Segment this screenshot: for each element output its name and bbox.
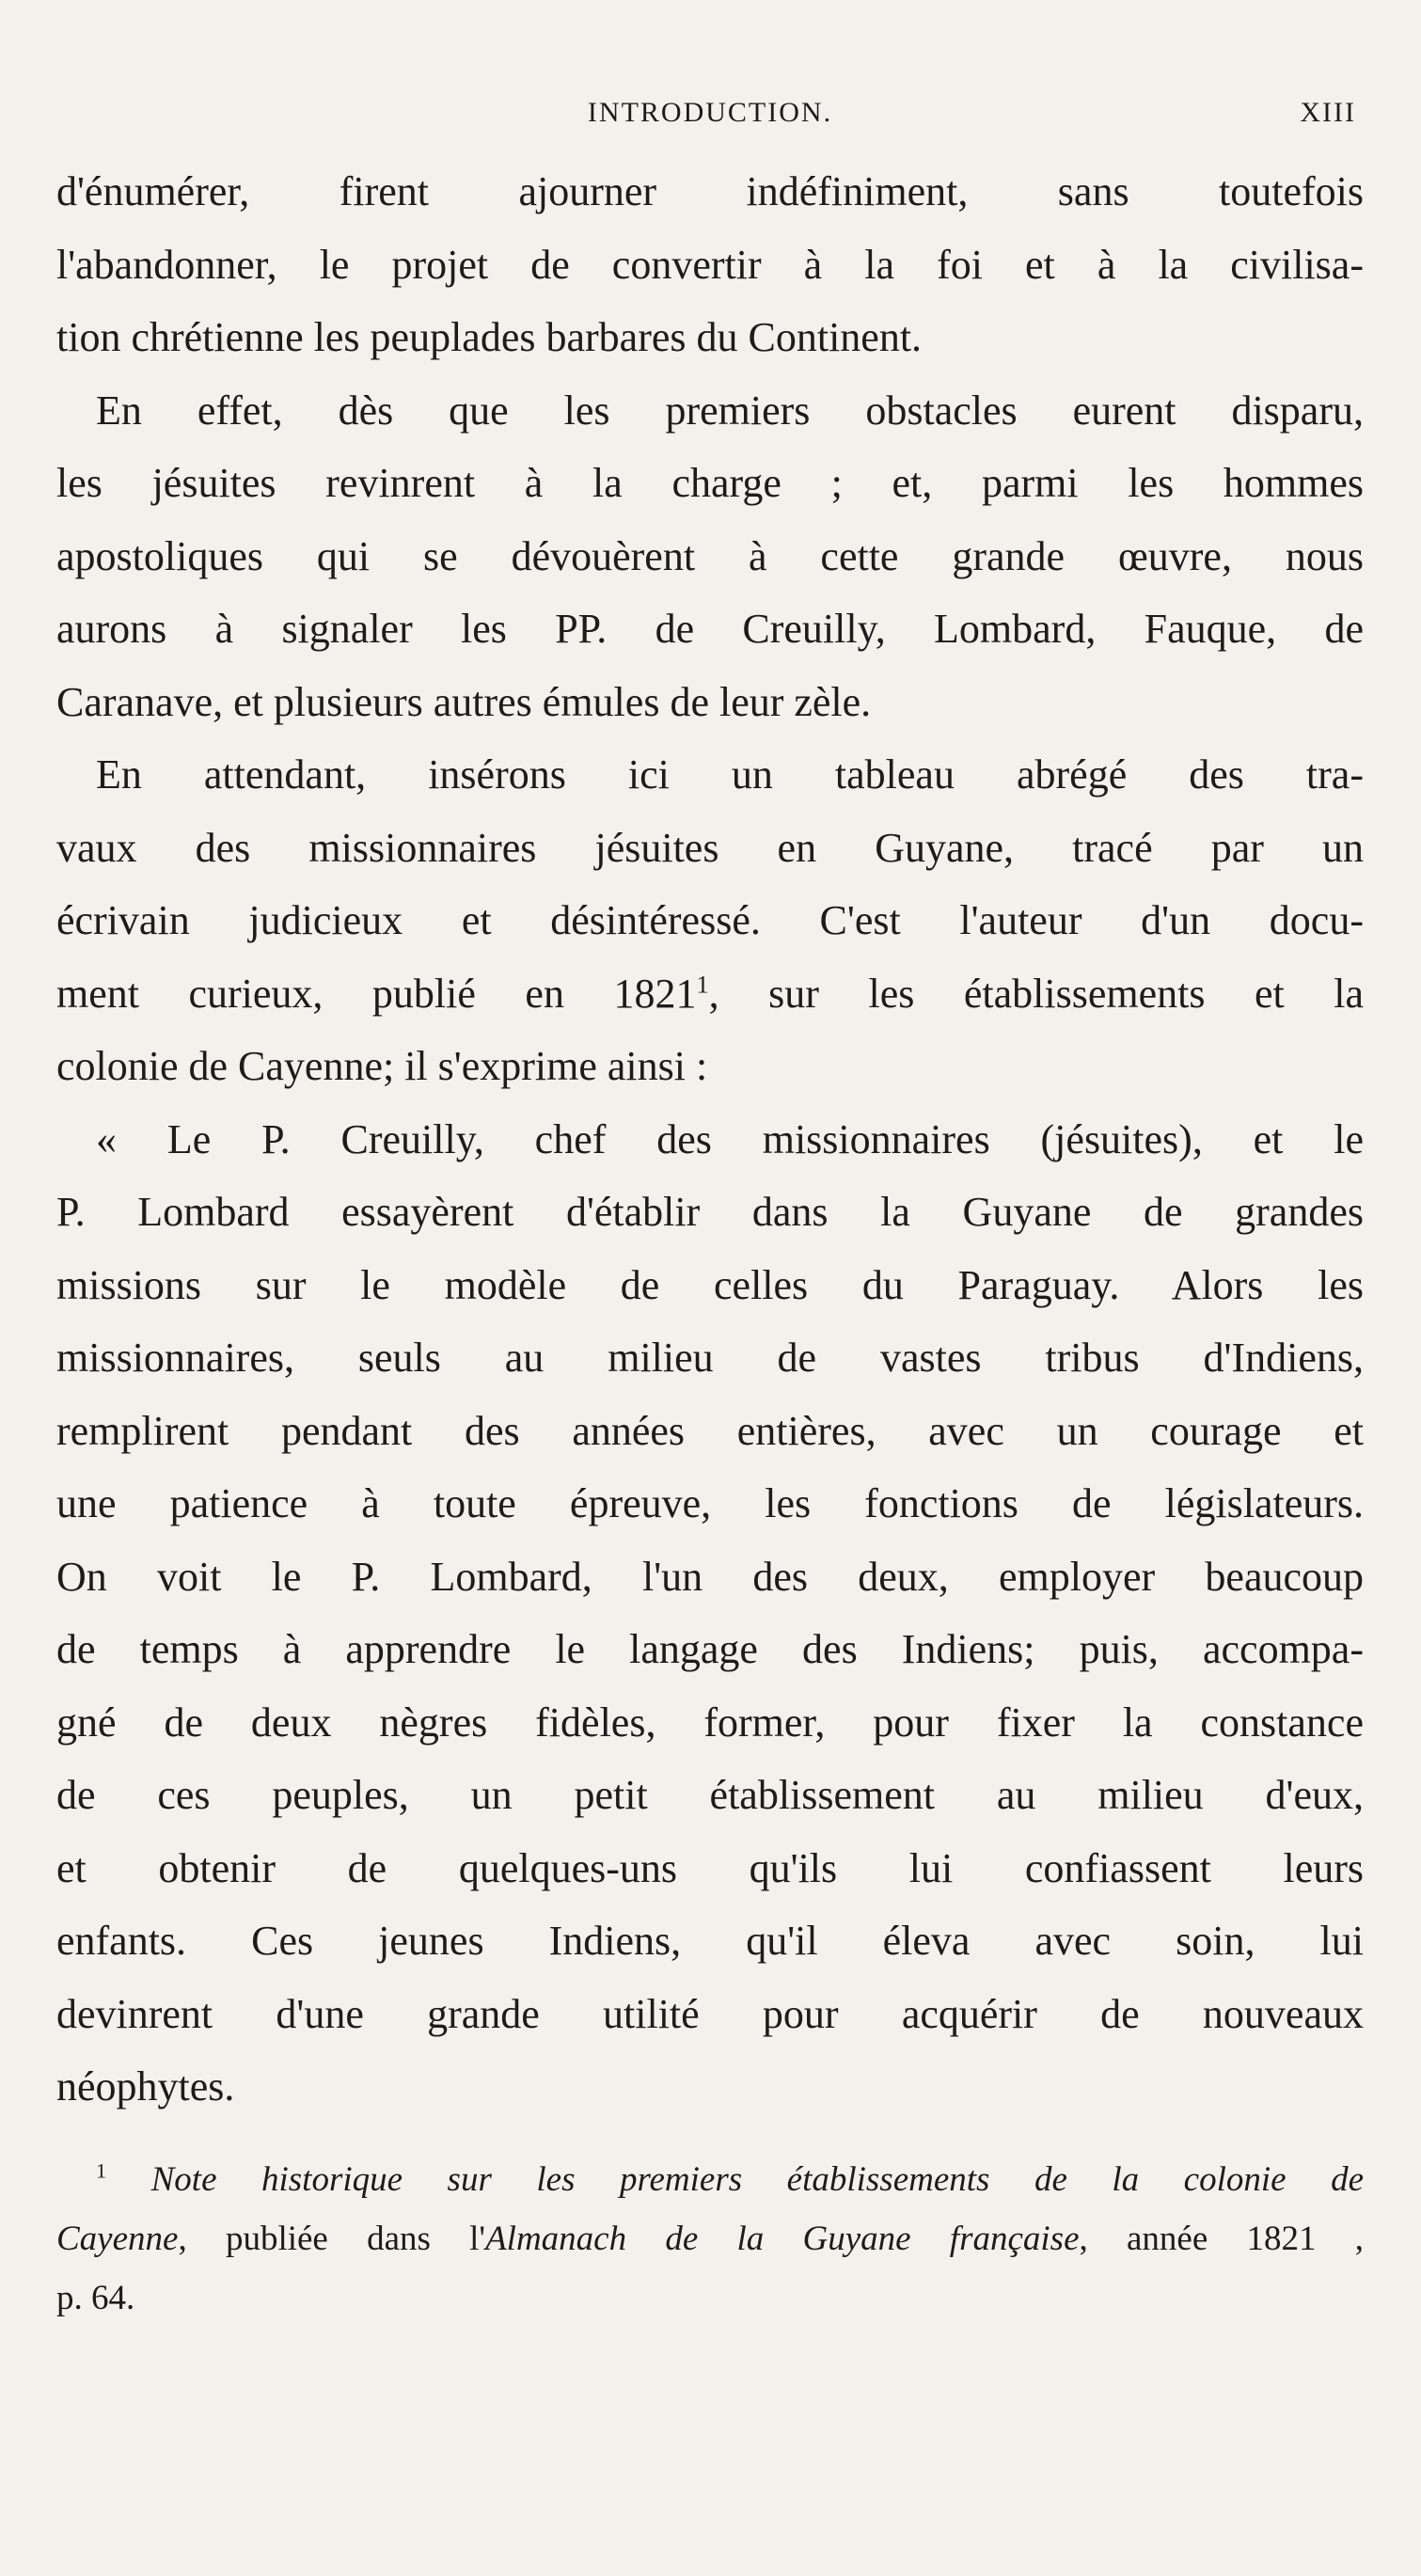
text-line: gné de deux nègres fidèles, former, pour fixer la constance xyxy=(56,1699,1364,1746)
text-line: « Le P. Creuilly, chef des missionnaires (jésuites), et le xyxy=(96,1115,1364,1162)
book-page xyxy=(56,89,1364,2328)
text-fragment: , sur les établissements et la xyxy=(708,970,1364,1017)
text-line: aurons à signaler les PP. de Creuilly, Lombard, Fauque, de xyxy=(56,606,1364,652)
text-line-with-footnote-ref xyxy=(56,957,1364,1031)
text-line: devinrent d'une grande utilité pour acquérir de nouveaux xyxy=(56,1990,1364,2037)
text-line: tion chrétienne les peuplades barbares du Continent. xyxy=(56,314,923,360)
running-head-title: INTRODUCTION. xyxy=(587,97,833,128)
text-line: On voit le P. Lombard, l'un des deux, employer beaucoup xyxy=(56,1553,1364,1600)
text-line: En attendant, insérons ici un tableau abrégé des tra- xyxy=(96,751,1364,798)
paragraph-1 xyxy=(56,155,1364,374)
text-line: une patience à toute épreuve, les fonctions de législateurs. xyxy=(56,1480,1364,1526)
footnote-text-italic: Almanach de la Guyane française xyxy=(485,2219,1080,2258)
paragraph-3 xyxy=(56,738,1364,1103)
text-line: colonie de Cayenne; il s'exprime ainsi : xyxy=(56,1043,708,1089)
text-line: de temps à apprendre le langage des Indiens; puis, accompa- xyxy=(56,1626,1364,1672)
text-line: de ces peuples, un petit établissement au milieu d'eux, xyxy=(56,1772,1364,1818)
paragraph-2 xyxy=(56,374,1364,739)
footnote-line: p. 64. xyxy=(56,2278,135,2317)
text-line: les jésuites revinrent à la charge ; et, parmi les hommes xyxy=(56,460,1364,506)
body-text xyxy=(56,155,1364,2124)
footnote-line xyxy=(56,2150,1364,2209)
footnote-marker: 1 xyxy=(96,2158,107,2183)
footnote xyxy=(56,2150,1364,2328)
page-number: XIII xyxy=(1300,97,1356,128)
footnote-text: , année 1821 , xyxy=(1079,2219,1364,2258)
text-line: enfants. Ces jeunes Indiens, qu'il éleva avec soin, lui xyxy=(56,1918,1364,1964)
footnote-reference: 1 xyxy=(696,969,709,998)
paragraph-4-quotation xyxy=(56,1103,1364,2124)
text-line: d'énumérer, firent ajourner indéfiniment, sans toutefois xyxy=(56,168,1364,214)
text-fragment: ment curieux, publié en 1821 xyxy=(56,970,697,1017)
footnote-text-italic: Note historique sur les premiers établissements de la colonie de xyxy=(150,2159,1364,2199)
text-line: En effet, dès que les premiers obstacles eurent disparu, xyxy=(96,387,1364,434)
text-line: néophytes. xyxy=(56,2063,235,2110)
text-line: et obtenir de quelques-uns qu'ils lui confiassent leurs xyxy=(56,1844,1364,1891)
text-line: missions sur le modèle de celles du Paraguay. Alors les xyxy=(56,1261,1364,1308)
running-head xyxy=(56,89,1364,136)
text-line: l'abandonner, le projet de convertir à la foi et à la civilisa- xyxy=(56,241,1364,288)
text-line: apostoliques qui se dévouèrent à cette grande œuvre, nous xyxy=(56,532,1364,579)
footnote-text: , publiée dans l' xyxy=(178,2219,486,2258)
text-line: Caranave, et plusieurs autres émules de leur zèle. xyxy=(56,678,872,725)
text-line: remplirent pendant des années entières, avec un courage et xyxy=(56,1407,1364,1454)
footnote-text-italic: Cayenne xyxy=(56,2219,179,2258)
footnote-line xyxy=(56,2209,1364,2268)
text-line: écrivain judicieux et désintéressé. C'est l'auteur d'un docu- xyxy=(56,897,1364,943)
text-line: vaux des missionnaires jésuites en Guyane, tracé par un xyxy=(56,824,1364,871)
text-line: missionnaires, seuls au milieu de vastes tribus d'Indiens, xyxy=(56,1335,1364,1381)
text-line: P. Lombard essayèrent d'établir dans la Guyane de grandes xyxy=(56,1189,1364,1235)
